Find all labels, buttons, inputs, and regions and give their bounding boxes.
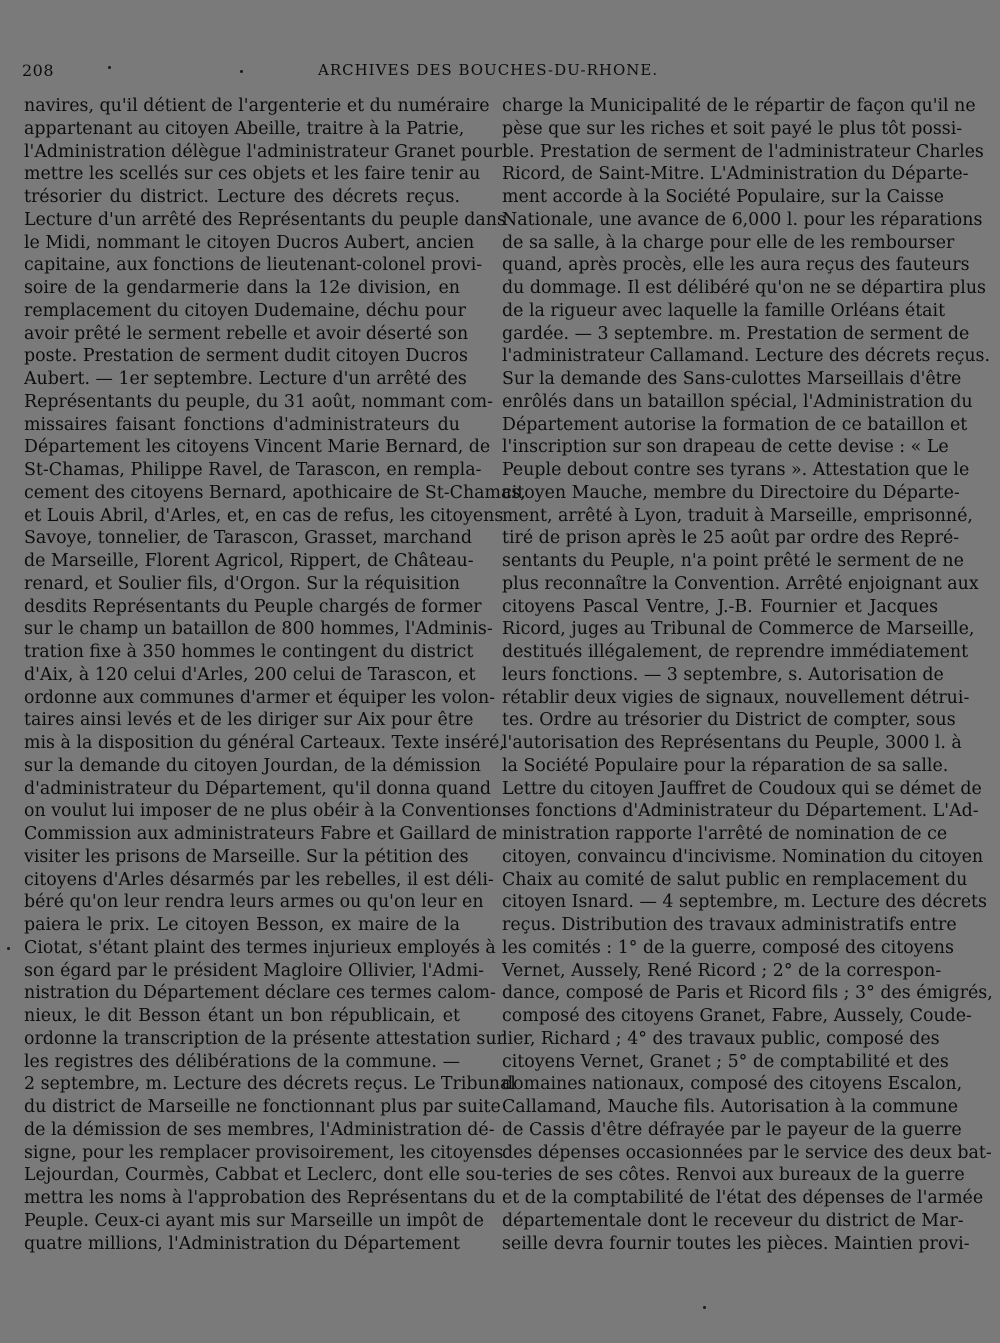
text-line: de sa salle, à la charge pour elle de les rembourser (502, 232, 955, 253)
text-line: ment, arrêté à Lyon, traduit à Marseille, emprisonné, (502, 505, 973, 526)
text-line: ble. Prestation de serment de l'administrateur Charles (502, 141, 984, 162)
text-line: citoyens d'Arles désarmés par les rebelles, il est déli- (24, 869, 494, 890)
text-line: gardée. — 3 septembre. m. Prestation de serment de (502, 323, 970, 344)
text-line: tes. Ordre au trésorier du District de compter, sous (502, 710, 956, 731)
text-line: Savoye, tonnelier, de Tarascon, Grasset, marchand (24, 528, 472, 549)
print-speck (7, 947, 10, 950)
text-line: citoyen, convaincu d'incivisme. Nomination du citoyen (502, 846, 984, 867)
text-line: paiera le prix. Le citoyen Besson, ex maire de la (24, 915, 460, 935)
text-line: ses fonctions d'Administrateur du Département. L'Ad- (502, 801, 979, 822)
text-line: rétablir deux vigies de signaux, nouvellement détrui- (502, 687, 970, 708)
text-line: soire de la gendarmerie dans la 12e division, en (24, 278, 460, 298)
text-line: mis à la disposition du général Carteaux. Texte inséré, (24, 733, 505, 753)
text-line: tration fixe à 350 hommes le contingent du district (24, 642, 474, 662)
text-line: nistration du Département déclare ces termes calom- (24, 983, 496, 1004)
text-line: et Louis Abril, d'Arles, et, en cas de refus, les citoyens (24, 505, 504, 526)
text-line: citoyen Mauche, membre du Directoire du Départe- (502, 482, 960, 503)
text-line: trésorier du district. Lecture des décrets reçus. (24, 187, 460, 207)
text-line: Chaix au comité de salut public en remplacement du (502, 869, 968, 890)
text-line: avoir prêté le serment rebelle et avoir déserté son (24, 323, 469, 344)
left-text-column (24, 95, 526, 1265)
text-line: de la rigueur avec laquelle la famille Orléans était (502, 300, 946, 321)
text-line: départementale dont le receveur du district de Mar- (502, 1210, 964, 1231)
text-line: Département les citoyens Vincent Marie Bernard, de (24, 437, 491, 458)
text-line: Lettre du citoyen Jauffret de Coudoux qui se démet de (502, 778, 982, 799)
text-line: tiré de prison après le 25 août par ordre des Repré- (502, 528, 960, 549)
text-line: mettra les noms à l'approbation des Représentans du (24, 1188, 496, 1208)
text-line: lier, Richard ; 4° des travaux public, composé des (502, 1028, 940, 1049)
text-line: d'administrateur du Département, qu'il donna quand (24, 778, 492, 799)
text-line: Ricord, juges au Tribunal de Commerce de Marseille, (502, 619, 975, 640)
text-line: poste. Prestation de serment dudit citoyen Ducros (24, 346, 468, 367)
text-line: destitués illégalement, de reprendre immédiatement (502, 642, 969, 662)
text-line: renard, et Soulier fils, d'Orgon. Sur la réquisition (24, 573, 460, 594)
right-text-column (502, 95, 993, 1265)
text-line: remplacement du citoyen Dudemaine, déchu pour (24, 300, 466, 321)
text-line: mettre les scellés sur ces objets et les faire tenir au (24, 164, 481, 185)
text-line: nieux, le dit Besson étant un bon républicain, et (24, 1006, 460, 1026)
text-line: du district de Marseille ne fonctionnant plus par suite (24, 1097, 501, 1117)
text-line: citoyens Vernet, Granet ; 5° de comptabilité et des (502, 1051, 949, 1072)
print-speck (703, 1306, 706, 1309)
text-line: ordonne aux communes d'armer et équiper les volon- (24, 687, 496, 708)
text-line: les comités : 1° de la guerre, composé des citoyens (502, 937, 954, 958)
text-line: et de la comptabilité de l'état des dépenses de l'armée (502, 1188, 984, 1208)
text-line: Peuple debout contre ses tyrans ». Attestation que le (502, 460, 970, 480)
text-line: Callamand, Mauche fils. Autorisation à la commune (502, 1097, 959, 1117)
text-line: de Marseille, Florent Agricol, Rippert, de Château- (24, 551, 474, 571)
text-line: Département autorise la formation de ce bataillon et (502, 414, 968, 435)
text-line: on voulut lui imposer de ne plus obéir à la Convention. (24, 801, 508, 822)
text-line: Lejourdan, Courmès, Cabbat et Leclerc, dont elle sou- (24, 1165, 503, 1186)
text-line: Lecture d'un arrêté des Représentants du peuple dans (24, 209, 506, 230)
text-line: Vernet, Aussely, René Ricord ; 2° de la correspon- (502, 960, 942, 981)
text-line: visiter les prisons de Marseille. Sur la pétition des (24, 846, 469, 867)
text-line: dance, composé de Paris et Ricord fils ; 3° des émigrés, (502, 983, 993, 1004)
text-line: missaires faisant fonctions d'administrateurs du (24, 414, 460, 435)
text-line: citoyen Isnard. — 4 septembre, m. Lecture des décrets (502, 892, 987, 913)
text-line: signe, pour les remplacer provisoirement, les citoyens (24, 1142, 504, 1163)
text-line: taires ainsi levés et de les diriger sur Aix pour être (24, 710, 474, 731)
text-line: Ciotat, s'étant plaint des termes injurieux employés à (24, 937, 496, 958)
text-line: sur la demande du citoyen Jourdan, de la démission (24, 755, 482, 776)
text-line: Ricord, de Saint-Mitre. L'Administration du Départe- (502, 164, 969, 185)
text-line: pèse que sur les riches et soit payé le plus tôt possi- (502, 118, 963, 139)
text-line: quatre millions, l'Administration du Département (24, 1233, 460, 1254)
text-line: du dommage. Il est délibéré qu'on ne se départira plus (502, 278, 986, 298)
text-line: cement des citoyens Bernard, apothicaire de St-Chamas, (24, 482, 526, 503)
text-line: Aubert. — 1er septembre. Lecture d'un arrêté des (24, 369, 467, 389)
print-speck (108, 66, 111, 69)
text-line: d'Aix, à 120 celui d'Arles, 200 celui de Tarascon, et (24, 664, 476, 685)
text-line: le Midi, nommant le citoyen Ducros Aubert, ancien (24, 232, 475, 253)
text-line: les registres des délibérations de la commune. — (24, 1051, 460, 1072)
text-line: Sur la demande des Sans-culottes Marseillais d'être (502, 369, 962, 389)
text-line: l'administrateur Callamand. Lecture des décrets reçus. (502, 346, 990, 367)
text-line: des dépenses occasionnées par le service des deux bat- (502, 1142, 992, 1163)
text-line: sur le champ un bataillon de 800 hommes, l'Adminis- (24, 619, 493, 640)
text-line: sentants du Peuple, n'a point prêté le serment de ne (502, 551, 964, 571)
text-line: composé des citoyens Granet, Fabre, Aussely, Coude- (502, 1006, 972, 1026)
text-line: de la démission de ses membres, l'Administration dé- (24, 1119, 495, 1140)
text-line: ordonne la transcription de la présente attestation sur (24, 1028, 505, 1049)
text-line: seille devra fournir toutes les pièces. Maintien provi- (502, 1233, 970, 1254)
text-line: Nationale, une avance de 6,000 l. pour les réparations (502, 209, 983, 230)
text-line: de Cassis d'être défrayée par le payeur de la guerre (502, 1119, 962, 1140)
text-line: charge la Municipalité de le répartir de façon qu'il ne (502, 96, 976, 116)
print-speck (240, 70, 243, 73)
text-line: son égard par le président Magloire Ollivier, l'Admi- (24, 960, 485, 981)
text-line: l'Administration délègue l'administrateur Granet pour (24, 141, 502, 162)
text-line: plus reconnaître la Convention. Arrêté enjoignant aux (502, 573, 979, 594)
text-line: enrôlés dans un bataillon spécial, l'Administration du (502, 391, 973, 412)
text-line: béré qu'on leur rendra leurs armes ou qu'on leur en (24, 892, 484, 913)
page-number: 208 (22, 61, 55, 80)
text-line: l'inscription sur son drapeau de cette devise : « Le (502, 437, 949, 458)
running-title: ARCHIVES DES BOUCHES-DU-RHONE. (318, 61, 659, 79)
text-line: la Société Populaire pour la réparation de sa salle. (502, 755, 949, 776)
text-line: St-Chamas, Philippe Ravel, de Tarascon, en rempla- (24, 460, 482, 480)
text-line: reçus. Distribution des travaux administratifs entre (502, 915, 957, 935)
text-line: leurs fonctions. — 3 septembre, s. Autorisation de (502, 664, 944, 685)
text-line: ministration rapporte l'arrêté de nomination de ce (502, 824, 948, 844)
text-line: l'autorisation des Représentans du Peuple, 3000 l. à (502, 733, 962, 753)
text-line: ment accorde à la Société Populaire, sur la Caisse (502, 187, 944, 207)
text-line: citoyens Pascal Ventre, J.-B. Fournier et Jacques (502, 596, 938, 617)
text-line: Peuple. Ceux-ci ayant mis sur Marseille un impôt de (24, 1210, 484, 1231)
text-line: teries de ses côtes. Renvoi aux bureaux de la guerre (502, 1165, 965, 1186)
text-line: capitaine, aux fonctions de lieutenant-colonel provi- (24, 255, 483, 276)
text-line: domaines nationaux, composé des citoyens Escalon, (502, 1074, 963, 1095)
text-line: quand, après procès, elle les aura reçus des fauteurs (502, 255, 970, 276)
text-line: 2 septembre, m. Lecture des décrets reçus. Le Tribunal (24, 1074, 516, 1095)
text-line: appartenant au citoyen Abeille, traitre à la Patrie, (24, 118, 465, 139)
text-line: navires, qu'il détient de l'argenterie et du numéraire (24, 96, 490, 116)
text-line: desdits Représentants du Peuple chargés de former (24, 596, 482, 617)
text-line: Représentants du peuple, du 31 août, nommant com- (24, 391, 493, 412)
text-line: Commission aux administrateurs Fabre et Gaillard de (24, 824, 498, 844)
